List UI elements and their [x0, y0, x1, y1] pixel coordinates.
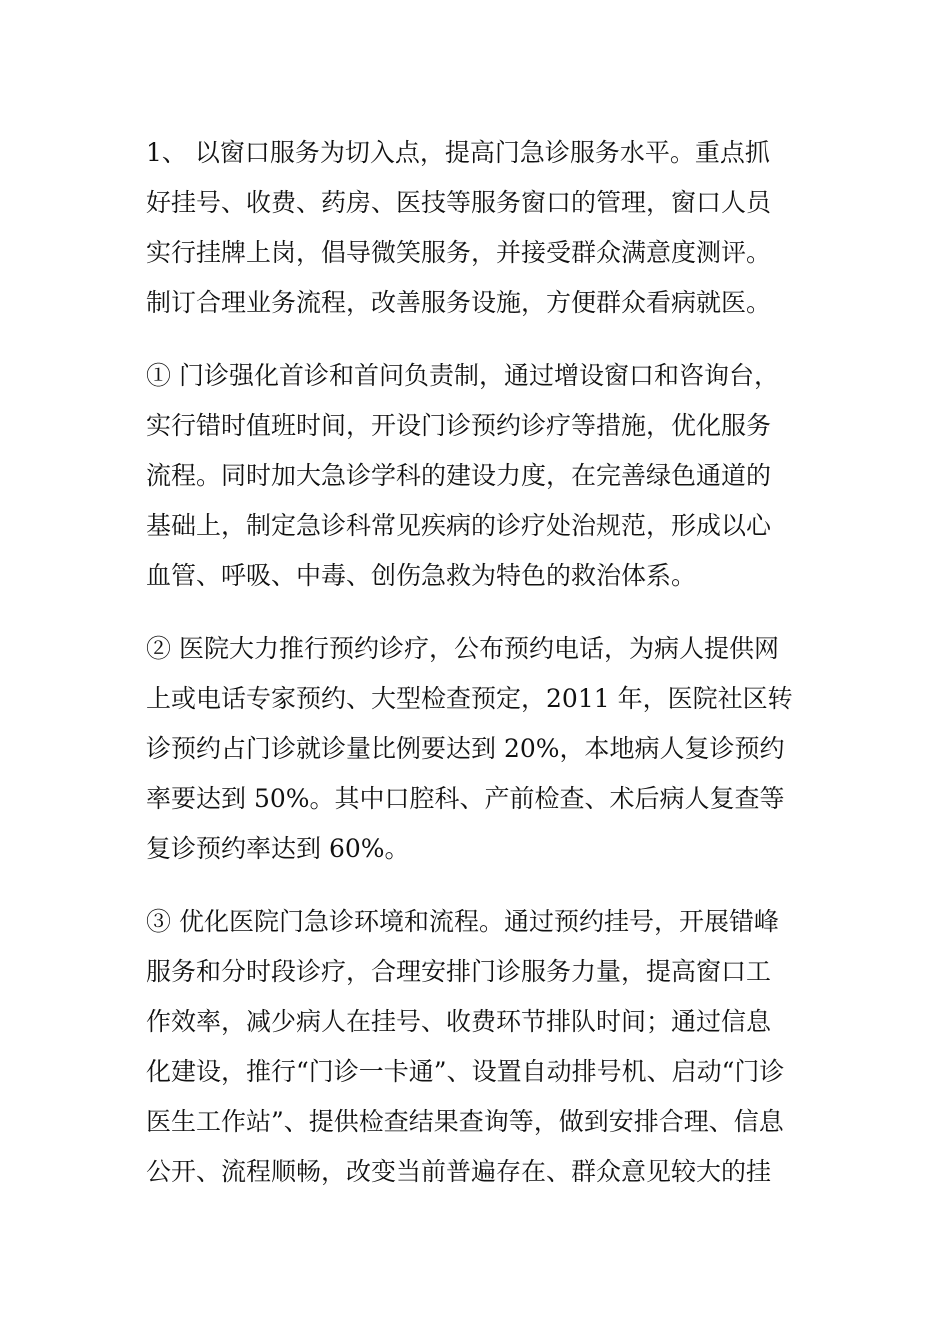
text-line: ③ 优化医院门急诊环境和流程。通过预约挂号，开展错峰: [146, 907, 779, 936]
text-line: 实行挂牌上岗，倡导微笑服务，并接受群众满意度测评。: [146, 238, 772, 267]
text-line: 血管、呼吸、中毒、创伤急救为特色的救治体系。: [146, 561, 697, 590]
paragraph-4: [146, 897, 806, 1197]
text-line: 率要达到 50%。其中口腔科、产前检查、术后病人复查等: [146, 784, 785, 813]
text-line: 诊预约占门诊就诊量比例要达到 20%，本地病人复诊预约: [146, 734, 785, 763]
text-line: 好挂号、收费、药房、医技等服务窗口的管理，窗口人员: [146, 188, 772, 217]
text-line: 1、 以窗口服务为切入点，提高门急诊服务水平。重点抓: [146, 138, 770, 167]
text-line: 流程。同时加大急诊学科的建设力度，在完善绿色通道的: [146, 461, 772, 490]
text-line: 公开、流程顺畅，改变当前普遍存在、群众意见较大的挂: [146, 1157, 772, 1186]
document-body: [146, 128, 806, 1220]
text-line: 服务和分时段诊疗，合理安排门诊服务力量，提高窗口工: [146, 957, 772, 986]
paragraph-2: [146, 351, 806, 601]
text-line: ① 门诊强化首诊和首问负责制，通过增设窗口和咨询台，: [146, 361, 779, 390]
text-line: 实行错时值班时间，开设门诊预约诊疗等措施，优化服务: [146, 411, 772, 440]
paragraph-3: [146, 624, 806, 874]
text-line: 化建设，推行“门诊一卡通”、设置自动排号机、启动“门诊: [146, 1057, 785, 1086]
text-line: 复诊预约率达到 60%。: [146, 834, 410, 863]
text-line: 基础上，制定急诊科常见疾病的诊疗处治规范，形成以心: [146, 511, 772, 540]
text-line: ② 医院大力推行预约诊疗，公布预约电话，为病人提供网: [146, 634, 779, 663]
text-line: 上或电话专家预约、大型检查预定，2011 年，医院社区转: [146, 684, 793, 713]
text-line: 医生工作站”、提供检查结果查询等，做到安排合理、信息: [146, 1107, 784, 1136]
text-line: 作效率，减少病人在挂号、收费环节排队时间；通过信息: [146, 1007, 772, 1036]
paragraph-1: [146, 128, 806, 328]
text-line: 制订合理业务流程，改善服务设施，方便群众看病就医。: [146, 288, 772, 317]
